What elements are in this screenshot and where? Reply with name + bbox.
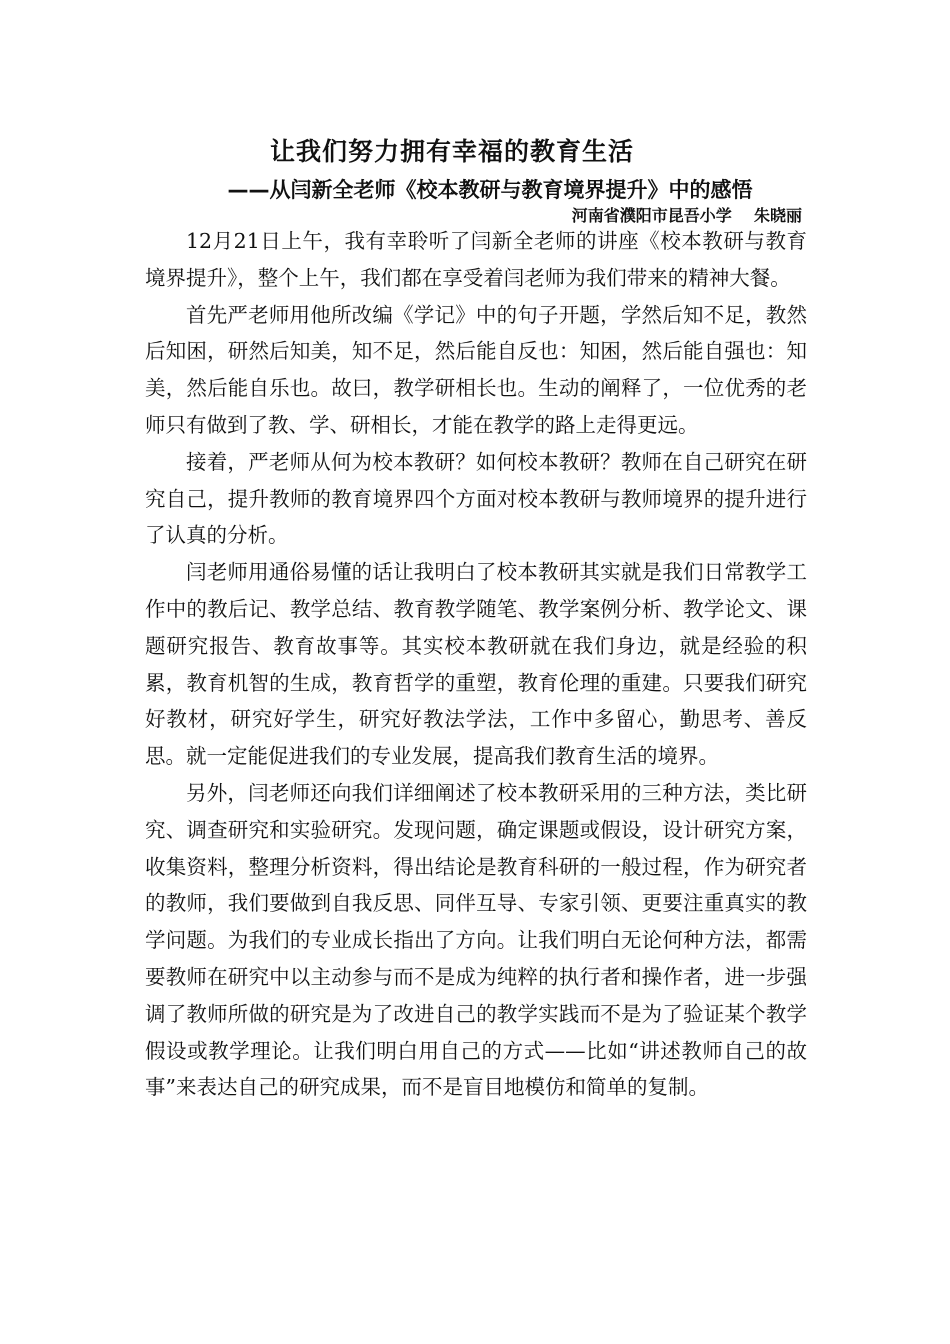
document-subtitle-text: ——从闫新全老师《校本教研与教育境界提升》中的感悟 [227,178,753,202]
paragraph-4: 闫老师用通俗易懂的话让我明白了校本教研其实就是我们日常教学工作中的教后记、教学总结、教育教学随笔、教学案例分析、教学论文、课题研究报告、教育故事等。其实校本教研就在我们身边，就是经验的积累，教育机智的生成，教育哲学的重塑，教育伦理的重建。只要我们研究好教材，研究好学生，研究好教法学法，工作中多留心，勤思考、善反思。就一定能促进我们的专业发展，提高我们教育生活的境界。 [145,560,807,769]
document-body [145,223,807,1106]
document-title-text: 让我们努力拥有幸福的教育生活 [269,137,634,166]
document-title [0,132,950,168]
paragraph-1: 12月21日上午，我有幸聆听了闫新全老师的讲座《校本教研与教育境界提升》，整个上午，我们都在享受着闫老师为我们带来的精神大餐。 [145,229,807,290]
paragraph-5: 另外，闫老师还向我们详细阐述了校本教研采用的三种方法，类比研究、调查研究和实验研究。发现问题，确定课题或假设，设计研究方案，收集资料，整理分析资料，得出结论是教育科研的一般过程，作为研究者的教师，我们要做到自我反思、同伴互导、专家引领、更要注重真实的教学问题。为我们的专业成长指出了方向。让我们明白无论何种方法，都需要教师在研究中以主动参与而不是成为纯粹的执行者和操作者，进一步强调了教师所做的研究是为了改进自己的教学实践而不是为了验证某个教学假设或教学理论。让我们明白用自己的方式——比如“讲述教师自己的故事”来表达自己的研究成果，而不是盲目地模仿和简单的复制。 [145,780,807,1100]
paragraph-3: 接着，严老师从何为校本教研？如何校本教研？教师在自己研究在研究自己，提升教师的教育境界四个方面对校本教研与教师境界的提升进行了认真的分析。 [145,449,807,548]
document-subtitle [0,174,950,204]
author-line: 河南省濮阳市昆吾小学 朱晓丽 [571,206,802,225]
paragraph-2: 首先严老师用他所改编《学记》中的句子开题，学然后知不足，教然后知困，研然后知美，知不足，然后能自反也：知困，然后能自强也：知美，然后能自乐也。故曰，教学研相长也。生动的阐释了，一位优秀的老师只有做到了教、学、研相长，才能在教学的路上走得更远。 [145,302,807,437]
